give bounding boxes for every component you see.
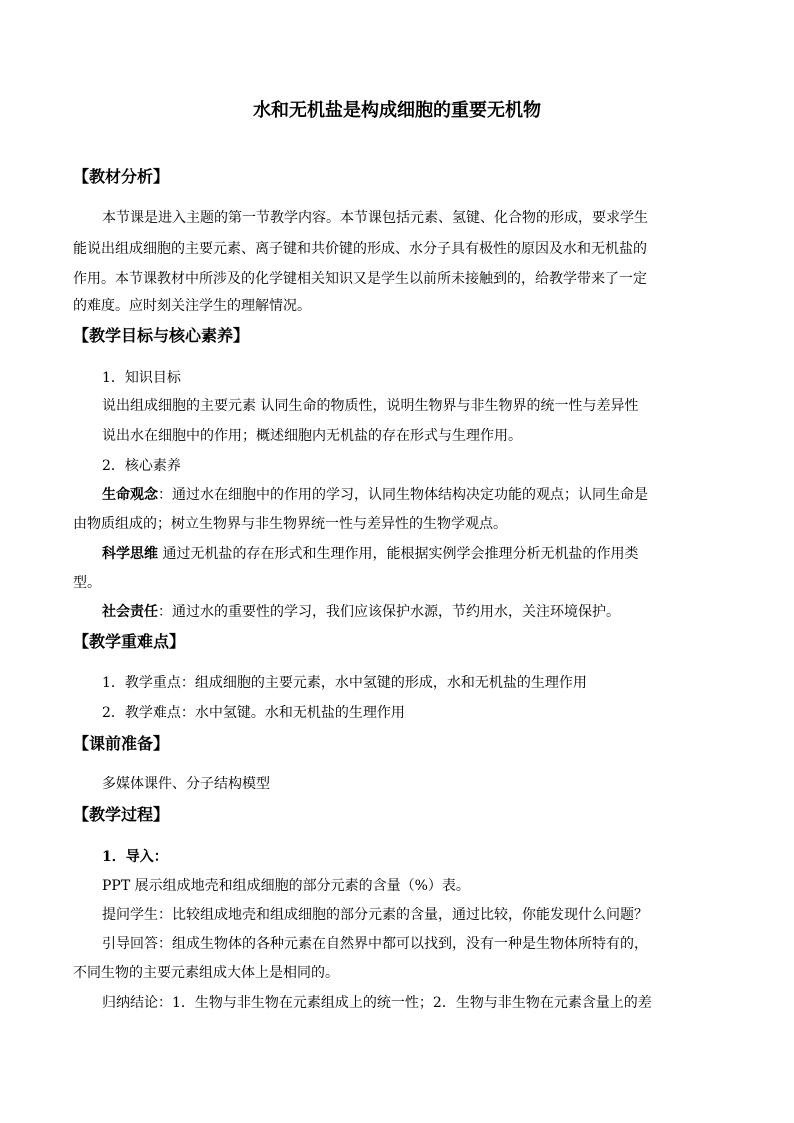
key-point-item: 2．教学难点：水中氢键。水和无机盐的生理作用	[102, 705, 405, 721]
knowledge-goal-item: 说出组成细胞的主要元素 认同生命的物质性，说明生物界与非生物界的统一性与差异性	[102, 398, 639, 414]
document-title: 水和无机盐是构成细胞的重要无机物	[253, 100, 541, 121]
core-literacy-title: 2．核心素养	[102, 458, 181, 474]
process-line: 不同生物的主要元素组成大体上是相同的。	[73, 965, 339, 981]
key-point-item: 1．教学重点：组成细胞的主要元素，水中氢键的形成，水和无机盐的生理作用	[102, 675, 587, 691]
knowledge-goal-item: 说出水在细胞中的作用；概述细胞内无机盐的存在形式与生理作用。	[102, 428, 522, 444]
analysis-line: 本节课是进入主题的第一节教学内容。本节课包括元素、氢键、化合物的形成，要求学生	[102, 210, 648, 226]
process-line: 提问学生：比较组成地壳和组成细胞的部分元素的含量，通过比较，你能发现什么问题？	[102, 907, 648, 923]
knowledge-goal-title: 1．知识目标	[102, 370, 181, 386]
social-responsibility-line	[102, 602, 620, 622]
section-heading-preparation: 【课前准备】	[73, 734, 170, 753]
analysis-line: 能说出组成细胞的主要元素、离子键和共价键的形成、水分子具有极性的原因及水和无机盐的	[73, 241, 647, 257]
process-line: PPT 展示组成地壳和组成细胞的部分元素的含量（%）表。	[102, 878, 470, 894]
process-line: 归纳结论：1．生物与非生物在元素组成上的统一性；2．生物与非生物在元素含量上的差	[102, 995, 652, 1011]
analysis-line: 的难度。应时刻关注学生的理解情况。	[73, 298, 311, 314]
social-responsibility-label: 社会责任	[102, 604, 158, 620]
analysis-line: 作用。本节课教材中所涉及的化学键相关知识又是学生以前所未接触到的，给教学带来了一定	[73, 271, 647, 287]
section-heading-key-points: 【教学重难点】	[73, 632, 186, 651]
scientific-thinking-text: 通过无机盐的存在形式和生理作用，能根据实例学会推理分析无机盐的作用类	[158, 546, 639, 562]
process-step-title: 1．导入：	[102, 849, 168, 865]
preparation-text: 多媒体课件、分子结构模型	[102, 776, 270, 792]
life-concept-text: ：通过水在细胞中的作用的学习，认同生物体结构决定功能的观点；认同生命是	[158, 487, 648, 503]
section-heading-objectives: 【教学目标与核心素养】	[73, 326, 250, 345]
scientific-thinking-label: 科学思维	[102, 546, 158, 562]
life-concept-label: 生命观念	[102, 487, 158, 503]
scientific-thinking-line	[102, 544, 638, 564]
process-line: 引导回答：组成生物体的各种元素在自然界中都可以找到，没有一种是生物体所特有的，	[102, 936, 648, 952]
scientific-thinking-continued: 型。	[73, 575, 101, 591]
section-heading-process: 【教学过程】	[73, 805, 170, 824]
section-heading-analysis: 【教材分析】	[73, 167, 170, 186]
social-responsibility-text: ：通过水的重要性的学习，我们应该保护水源，节约用水，关注环境保护。	[158, 604, 620, 620]
life-concept-continued: 由物质组成的；树立生物界与非生物界统一性与差异性的生物学观点。	[73, 516, 507, 532]
life-concept-line	[102, 485, 648, 505]
